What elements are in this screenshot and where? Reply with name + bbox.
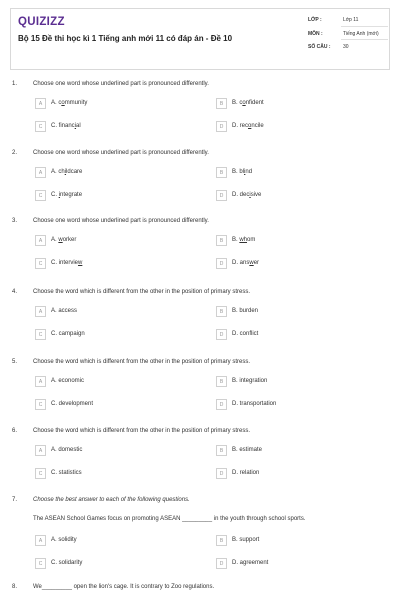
option-letter-box[interactable]: A [35,235,46,246]
option-label: A. access [51,308,78,314]
meta-row-count [308,41,388,55]
option-letter-box[interactable]: B [216,167,227,178]
option-letter-box[interactable]: A [35,376,46,387]
option-label: C. integrate [51,192,83,198]
option-label: B. integration [232,378,268,384]
option-label: A. worker [51,237,77,243]
option-label: C. campaign [51,331,85,337]
option-letter-box[interactable]: D [216,468,227,479]
question-number: 5. [12,359,18,365]
worksheet-header [10,8,390,70]
question-number: 3. [12,218,18,224]
option-label: A. community [51,100,88,106]
option-letter-box[interactable]: B [216,445,227,456]
option-letter-box[interactable]: D [216,558,227,569]
option-label: A. domestic [51,447,83,453]
option-letter-box[interactable]: B [216,98,227,109]
option-letter-box[interactable]: D [216,329,227,340]
meta-divider [341,26,388,27]
option-label: D. transportation [232,401,277,407]
option-label: B. blind [232,169,253,175]
option-label: A. childcare [51,169,83,175]
question-number: 4. [12,289,18,295]
meta-row-subject [308,28,388,42]
meta-key: LỚP : [308,17,322,23]
question-prompt: Choose the best answer to each of the following questions. [33,497,190,503]
option-letter-box[interactable]: D [216,121,227,132]
option-label: A. solidity [51,537,77,543]
option-letter-box[interactable]: B [216,535,227,546]
question-prompt: Choose one word whose underlined part is pronounced differently. [33,218,209,224]
underlined-part: o [61,100,65,106]
meta-divider [341,39,388,40]
underlined-part: i [64,169,67,175]
underlined-part: wh [239,237,248,243]
option-label: B. confident [232,100,264,106]
question-number: 1. [12,81,18,87]
underlined-part: w [249,260,254,266]
option-label: C. financial [51,123,81,129]
option-letter-box[interactable]: A [35,535,46,546]
question-prompt: We_________ open the lion's cage. It is contrary to Zoo regulations. [33,584,215,590]
quizizz-logo: QUIZIZZ [18,16,65,28]
option-label: D. relation [232,470,260,476]
option-label: B. support [232,537,260,543]
option-letter-box[interactable]: A [35,306,46,317]
underlined-part: i [58,192,61,198]
option-letter-box[interactable]: C [35,468,46,479]
question-number: 8. [12,584,18,590]
option-letter-box[interactable]: C [35,258,46,269]
option-label: B. estimate [232,447,263,453]
option-letter-box[interactable]: B [216,376,227,387]
underlined-part: o [248,123,252,129]
question-prompt: Choose the word which is different from the other in the position of primary stress. [33,289,250,295]
question-number: 7. [12,497,18,503]
option-label: B. whom [232,237,256,243]
option-letter-box[interactable]: B [216,235,227,246]
option-label: D. answer [232,260,260,266]
document-title: Bộ 15 Đề thi học kì 1 Tiếng anh mới 11 có đáp án - Đề 10 [18,34,233,43]
option-label: D. decisive [232,192,262,198]
option-label: D. agreement [232,560,269,566]
underlined-part: i [244,169,246,175]
option-label: D. conflict [232,331,259,337]
meta-row-class [308,14,388,28]
question-prompt: Choose the word which is different from the other in the position of primary stress. [33,359,250,365]
underlined-part: w [78,260,83,266]
option-letter-box[interactable]: C [35,329,46,340]
question-sentence: The ASEAN School Games focus on promoting ASEAN _________ in the youth through school sports. [33,516,306,522]
option-label: B. burden [232,308,259,314]
meta-value: 30 [343,44,349,50]
option-letter-box[interactable]: C [35,121,46,132]
question-prompt: Choose one word whose underlined part is pronounced differently. [33,150,209,156]
meta-key: SỐ CÂU : [308,44,331,50]
option-label: C. interview [51,260,83,266]
option-label: C. solidarity [51,560,83,566]
option-letter-box[interactable]: C [35,190,46,201]
option-letter-box[interactable]: A [35,445,46,456]
question-number: 2. [12,150,18,156]
question-prompt: Choose the word which is different from the other in the position of primary stress. [33,428,250,434]
option-letter-box[interactable]: D [216,258,227,269]
option-letter-box[interactable]: A [35,167,46,178]
option-letter-box[interactable]: D [216,399,227,410]
meta-key: MÔN : [308,30,323,37]
question-prompt: Choose one word whose underlined part is pronounced differently. [33,81,209,87]
option-letter-box[interactable]: C [35,399,46,410]
underlined-part: i [74,123,77,129]
option-letter-box[interactable]: C [35,558,46,569]
option-letter-box[interactable]: A [35,98,46,109]
underlined-part: o [242,100,246,106]
option-letter-box[interactable]: D [216,190,227,201]
question-number: 6. [12,428,18,434]
underlined-part: w [58,237,63,243]
header-meta [308,14,388,55]
option-label: A. economic [51,378,85,384]
option-label: D. reconcile [232,123,264,129]
option-label: C. development [51,401,94,407]
option-letter-box[interactable]: B [216,306,227,317]
meta-value: Lớp 11 [343,17,359,23]
meta-value: Tiếng Anh (mới) [343,30,379,37]
underlined-part: i [249,192,251,198]
option-label: C. statistics [51,470,82,476]
